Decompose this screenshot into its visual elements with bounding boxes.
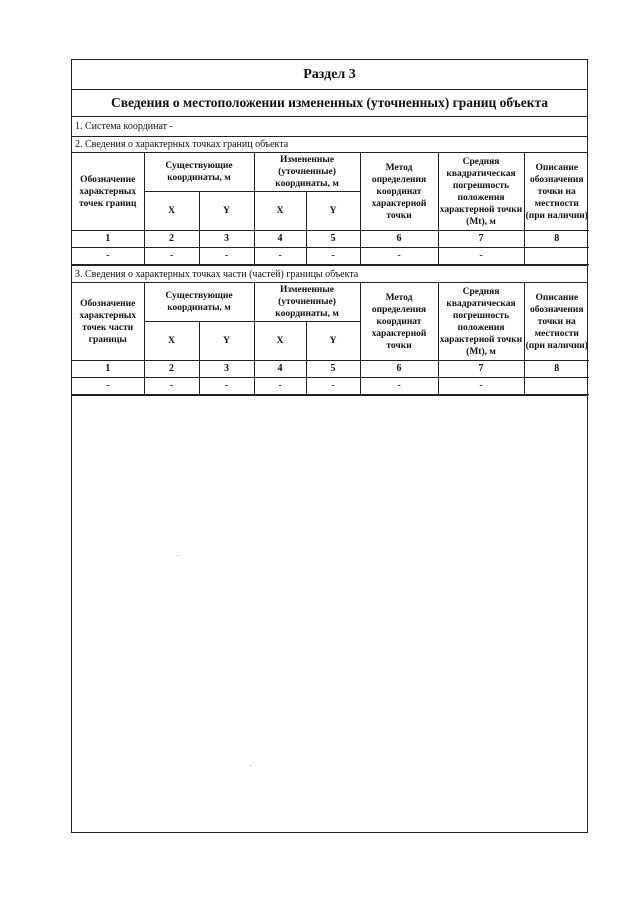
part3-table (72, 283, 589, 395)
column-number: 4 (254, 231, 306, 248)
table-cell: - (306, 378, 360, 395)
part3-col-point: Обозначение характерных точек части границы (72, 283, 144, 361)
column-number: 1 (72, 231, 144, 248)
table-cell (524, 378, 589, 395)
part3-changed-y: Y (306, 322, 360, 361)
part2-number-row (72, 231, 589, 248)
part2-col-desc: Описание обозначения точки на местности (при наличии) (524, 153, 589, 231)
part3-heading: 3. Сведения о характерных точках части (частей) границы объекта (72, 266, 587, 283)
scan-speck (177, 555, 178, 556)
column-number: 7 (438, 231, 524, 248)
part3-table-wrap (72, 283, 587, 396)
section-title: Раздел 3 (72, 60, 587, 90)
part3-col-method: Метод определения координат характерной точки (360, 283, 438, 361)
table-cell: - (199, 248, 254, 265)
column-number: 3 (199, 361, 254, 378)
table-cell: - (438, 378, 524, 395)
part2-col-changed: Измененные (уточненные) координаты, м (254, 153, 360, 192)
table-cell: - (306, 248, 360, 265)
scan-speck (250, 765, 251, 766)
part2-existing-y: Y (199, 192, 254, 231)
part2-changed-x: X (254, 192, 306, 231)
table-cell: - (144, 378, 199, 395)
part3-changed-x: X (254, 322, 306, 361)
column-number: 4 (254, 361, 306, 378)
part3-number-row (72, 361, 589, 378)
part3-existing-x: X (144, 322, 199, 361)
part2-col-error: Средняя квадратическая погрешность положения характерной точки (Mt), м (438, 153, 524, 231)
table-cell: - (360, 248, 438, 265)
part2-changed-y: Y (306, 192, 360, 231)
part2-table (72, 153, 589, 265)
part3-col-desc: Описание обозначения точки на местности (при наличии) (524, 283, 589, 361)
column-number: 5 (306, 231, 360, 248)
column-number: 8 (524, 361, 589, 378)
part3-col-existing: Существующие координаты, м (144, 283, 254, 322)
part2-value-row (72, 248, 589, 265)
table-cell: - (254, 378, 306, 395)
part2-table-wrap (72, 153, 587, 266)
column-number: 6 (360, 231, 438, 248)
part2-existing-x: X (144, 192, 199, 231)
table-cell: - (254, 248, 306, 265)
column-number: 3 (199, 231, 254, 248)
table-cell: - (72, 378, 144, 395)
part2-col-point: Обозначение характерных точек границ (72, 153, 144, 231)
document-frame (71, 59, 588, 833)
table-cell: - (144, 248, 199, 265)
part2-col-existing: Существующие координаты, м (144, 153, 254, 192)
page-title: Сведения о местоположении измененных (уточненных) границ объекта (72, 90, 587, 117)
table-cell (524, 248, 589, 265)
coordinate-system-line: 1. Система координат - (72, 117, 587, 137)
part3-value-row (72, 378, 589, 395)
column-number: 8 (524, 231, 589, 248)
column-number: 6 (360, 361, 438, 378)
column-number: 2 (144, 361, 199, 378)
part3-existing-y: Y (199, 322, 254, 361)
column-number: 2 (144, 231, 199, 248)
part3-col-changed: Измененные (уточненные) координаты, м (254, 283, 360, 322)
table-cell: - (360, 378, 438, 395)
table-cell: - (72, 248, 144, 265)
part2-col-method: Метод определения координат характерной точки (360, 153, 438, 231)
part2-heading: 2. Сведения о характерных точках границ объекта (72, 137, 587, 153)
table-cell: - (199, 378, 254, 395)
part3-col-error: Средняя квадратическая погрешность положения характерной точки (Mt), м (438, 283, 524, 361)
column-number: 1 (72, 361, 144, 378)
table-cell: - (438, 248, 524, 265)
column-number: 7 (438, 361, 524, 378)
column-number: 5 (306, 361, 360, 378)
